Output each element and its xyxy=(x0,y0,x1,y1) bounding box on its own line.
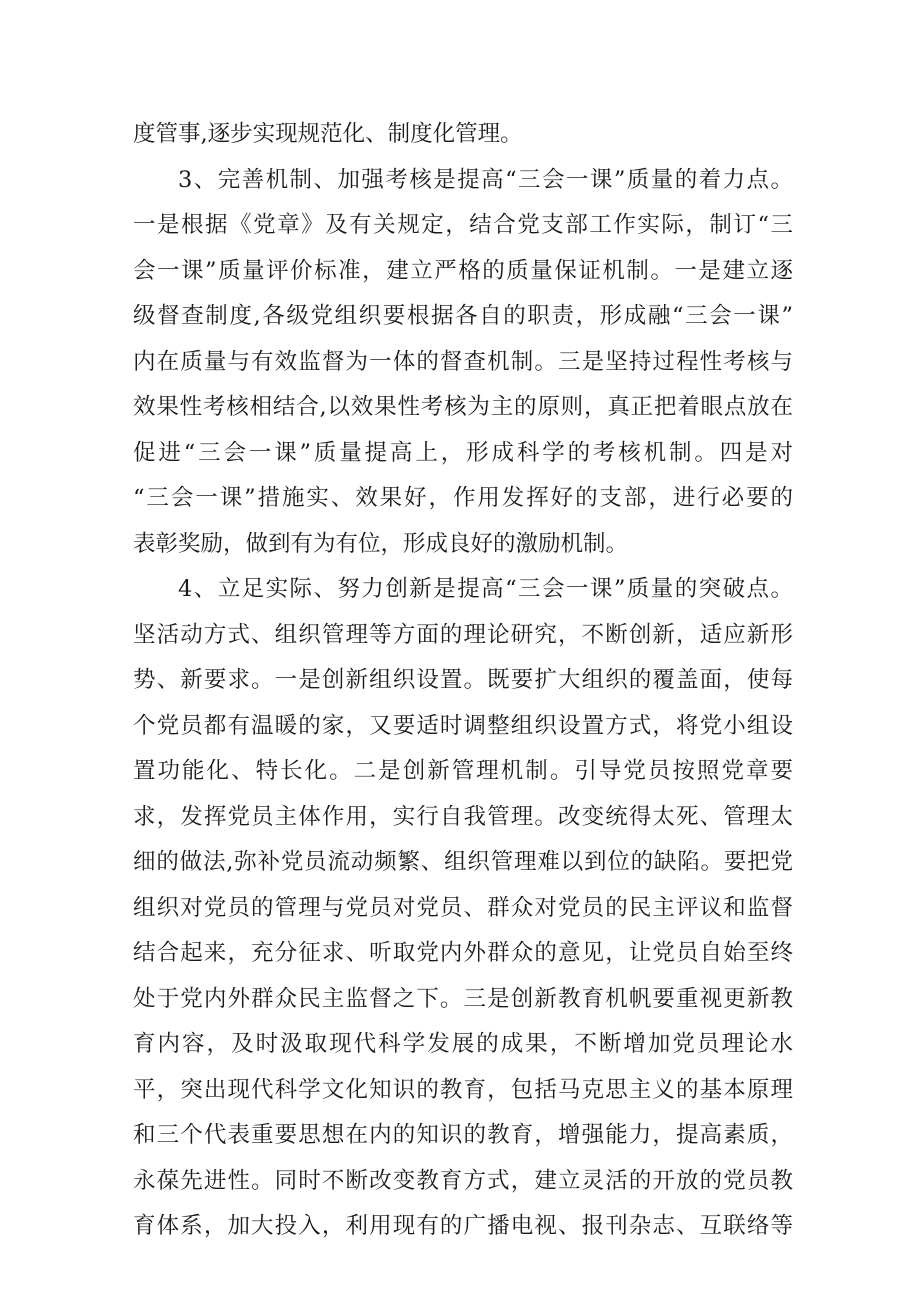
paragraph-heading-4: 4、立足实际、努力创新是提高“三会一课”质量的突破点。 xyxy=(178,576,793,602)
text-line: 度管事,逐步实现规范化、制度化管理。 xyxy=(133,121,523,147)
text-line: 表彰奖励，做到有为有位，形成良好的激励机制。 xyxy=(133,530,629,557)
text-line: 和三个代表重要思想在内的知识的教育，增强能力，提高素质， xyxy=(133,1122,793,1148)
text-line: 置功能化、特长化。二是创新管理机制。引导党员按照党章要 xyxy=(133,758,793,784)
text-line: 势、新要求。一是创新组织设置。既要扩大组织的覆盖面，使每 xyxy=(133,667,793,693)
text-line: 会一课”质量评价标准，建立严格的质量保证机制。一是建立逐 xyxy=(133,257,793,284)
text-line: 个党员都有温暖的家，又要适时调整组织设置方式，将党小组设 xyxy=(133,712,793,739)
text-line: 育体系，加大投入，利用现有的广播电视、报刊杂志、互联络等 xyxy=(133,1213,793,1239)
text-line: 一是根据《党章》及有关规定，结合党支部工作实际，制订“三 xyxy=(133,212,793,238)
text-line: 组织对党员的管理与党员对党员、群众对党员的民主评议和监督 xyxy=(133,894,793,921)
text-line: 平，突出现代科学文化知识的教育，包括马克思主义的基本原理 xyxy=(133,1076,793,1103)
paragraph-heading-3: 3、完善机制、加强考核是提高“三会一课”质量的着力点。 xyxy=(178,166,793,193)
text-line: “三会一课”措施实、效果好，作用发挥好的支部，进行必要的 xyxy=(133,485,793,511)
text-line: 育内容，及时汲取现代科学发展的成果，不断增加党员理论水 xyxy=(133,1031,793,1057)
text-line: 细的做法,弥补党员流动频繁、组织管理难以到位的缺陷。要把党 xyxy=(133,849,793,875)
text-line: 促进“三会一课”质量提高上，形成科学的考核机制。四是对 xyxy=(133,439,793,466)
text-line: 坚活动方式、组织管理等方面的理论研究，不断创新，适应新形 xyxy=(133,621,793,648)
text-line: 处于党内外群众民主监督之下。三是创新教育机帆要重视更新教 xyxy=(133,985,793,1012)
text-line: 效果性考核相结合,以效果性考核为主的原则，真正把着眼点放在 xyxy=(133,394,793,420)
text-line: 结合起来，充分征求、听取党内外群众的意见，让党员自始至终 xyxy=(133,940,793,966)
text-line: 内在质量与有效监督为一体的督查机制。三是坚持过程性考核与 xyxy=(133,348,793,375)
text-line: 求，发挥党员主体作用，实行自我管理。改变统得太死、管理太 xyxy=(133,803,793,830)
document-body xyxy=(133,112,793,1250)
text-line: 级督查制度,各级党组织要根据各自的职责，形成融“三会一课” xyxy=(133,303,793,329)
text-line: 永葆先进性。同时不断改变教育方式，建立灵活的开放的党员教 xyxy=(133,1167,793,1194)
